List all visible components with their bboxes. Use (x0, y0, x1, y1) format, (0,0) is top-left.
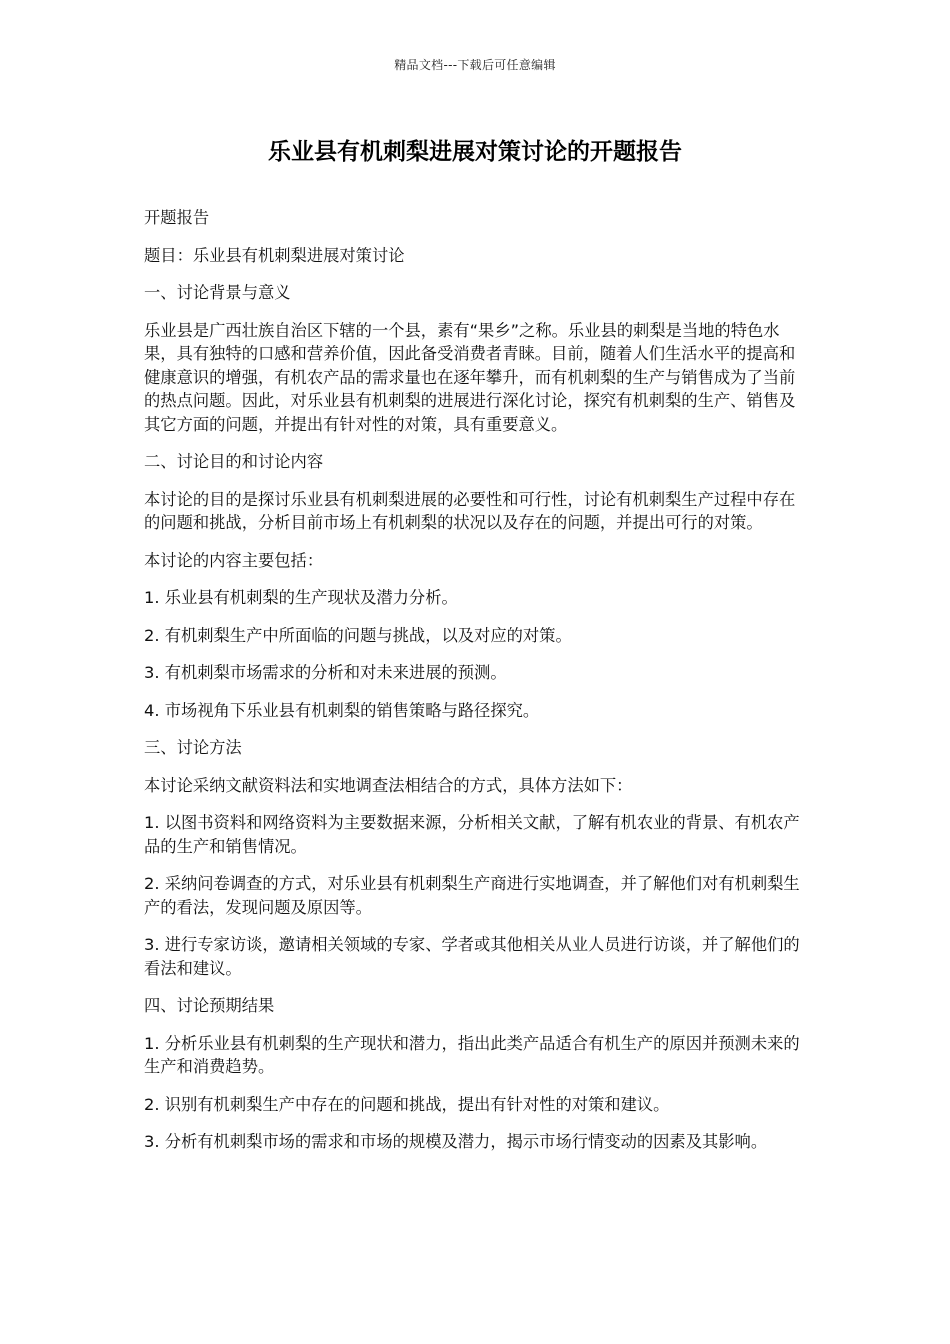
content-intro: 本讨论的内容主要包括： (144, 550, 324, 570)
content-item-2: 2. 有机刺梨生产中所面临的问题与挑战，以及对应的对策。 (144, 625, 572, 645)
result-item-3: 3. 分析有机刺梨市场的需求和市场的规模及潜力，揭示市场行情变动的因素及其影响。 (144, 1132, 768, 1151)
method-item-3: 3. 进行专家访谈，邀请相关领域的专家、学者或其他相关从业人员进行访谈，并了解他们的看法和建议。 (144, 935, 800, 978)
document-body (144, 206, 809, 1168)
result-item-2: 2. 识别有机刺梨生产中存在的问题和挑战，提出有针对性的对策和建议。 (144, 1094, 670, 1114)
background-paragraph: 乐业县是广西壮族自治区下辖的一个县，素有“果乡”之称。乐业县的刺梨是当地的特色水果，具有独特的口感和营养价值，因此备受消费者青睐。目前，随着人们生活水平的提高和健康意识的增强，有机农产品的需求量也在逐年攀升，而有机刺梨的生产与销售成为了当前的热点问题。因此，对乐业县有机刺梨的进展进行深化讨论，探究有机刺梨的生产、销售及其它方面的问题，并提出有针对性的对策，具有重要意义。 (144, 320, 796, 434)
content-item-4: 4. 市场视角下乐业县有机刺梨的销售策略与路径探究。 (144, 700, 540, 720)
purpose-paragraph: 本讨论的目的是探讨乐业县有机刺梨进展的必要性和可行性，讨论有机刺梨生产过程中存在的问题和挑战，分析目前市场上有机刺梨的状况以及存在的问题，并提出可行的对策。 (144, 489, 796, 532)
method-item-2: 2. 采纳问卷调查的方式，对乐业县有机刺梨生产商进行实地调查，并了解他们对有机刺梨生产的看法，发现问题及原因等。 (144, 874, 800, 917)
section-heading-method: 三、讨论方法 (144, 738, 242, 757)
section-heading-purpose: 二、讨论目的和讨论内容 (144, 452, 324, 471)
report-label: 开题报告 (144, 208, 210, 227)
result-item-1: 1. 分析乐业县有机刺梨的生产现状和潜力，指出此类产品适合有机生产的原因并预测未来的生产和消费趋势。 (144, 1033, 800, 1076)
method-item-1: 1. 以图书资料和网络资料为主要数据来源，分析相关文献，了解有机农业的背景、有机农产品的生产和销售情况。 (144, 813, 800, 856)
content-item-3: 3. 有机刺梨市场需求的分析和对未来进展的预测。 (144, 663, 507, 682)
method-intro: 本讨论采纳文献资料法和实地调查法相结合的方式，具体方法如下： (144, 775, 633, 795)
content-item-1: 1. 乐业县有机刺梨的生产现状及潜力分析。 (144, 588, 458, 607)
section-heading-results: 四、讨论预期结果 (144, 996, 275, 1015)
topic-line: 题目：乐业县有机刺梨进展对策讨论 (144, 245, 405, 265)
section-heading-background: 一、讨论背景与意义 (144, 283, 291, 302)
document-title: 乐业县有机刺梨进展对策讨论的开题报告 (268, 139, 682, 165)
header-note: 精品文档---下载后可任意编辑 (394, 58, 556, 72)
